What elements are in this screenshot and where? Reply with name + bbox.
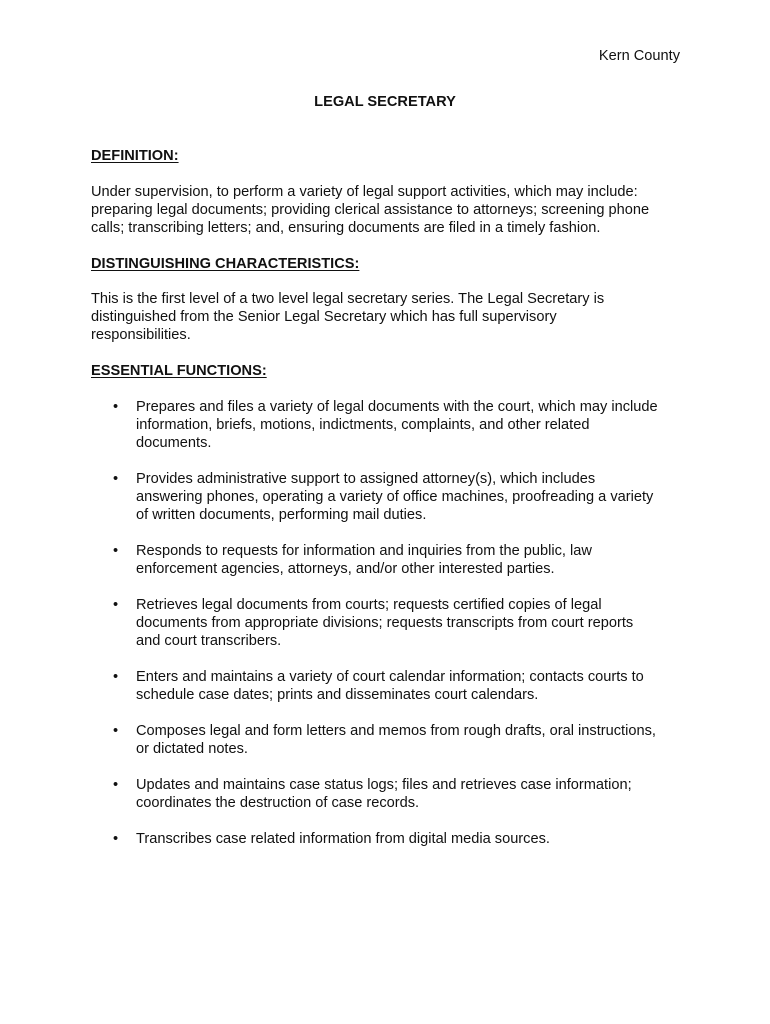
distinguishing-line: This is the first level of a two level legal secretary series. The Legal Secretary is (91, 291, 605, 307)
list-item-line: coordinates the destruction of case records. (136, 795, 420, 811)
list-item-line: documents from appropriate divisions; requests transcripts from court reports (136, 615, 634, 631)
list-item-line: Prepares and files a variety of legal documents with the court, which may include (136, 399, 658, 415)
essential-functions-heading: ESSENTIAL FUNCTIONS: (91, 363, 267, 379)
list-item-line: of written documents, performing mail duties. (136, 507, 427, 523)
essential-functions-list (91, 398, 691, 866)
list-item-line: information, briefs, motions, indictments, complaints, and other related (136, 417, 590, 433)
definition-heading: DEFINITION: (91, 148, 179, 164)
list-item (91, 542, 691, 578)
list-item (91, 596, 691, 650)
list-item (91, 668, 691, 704)
definition-line: preparing legal documents; providing clerical assistance to attorneys; screening phone (91, 202, 650, 218)
definition-paragraph (91, 183, 681, 237)
list-item-line: Provides administrative support to assigned attorney(s), which includes (136, 471, 596, 487)
list-item-line: enforcement agencies, attorneys, and/or other interested parties. (136, 561, 555, 577)
list-item (91, 470, 691, 524)
distinguishing-paragraph (91, 290, 681, 344)
bullet-icon: • (113, 831, 119, 847)
list-item-line: schedule case dates; prints and disseminates court calendars. (136, 687, 539, 703)
list-item-line: Transcribes case related information from digital media sources. (136, 831, 550, 847)
definition-line: Under supervision, to perform a variety of legal support activities, which may include: (91, 184, 638, 200)
list-item-line: Composes legal and form letters and memos from rough drafts, oral instructions, (136, 723, 656, 739)
list-item-line: answering phones, operating a variety of office machines, proofreading a variety (136, 489, 654, 505)
list-item (91, 830, 691, 848)
list-item-line: Retrieves legal documents from courts; requests certified copies of legal (136, 597, 602, 613)
bullet-icon: • (113, 543, 119, 559)
bullet-icon: • (113, 597, 119, 613)
list-item-line: documents. (136, 435, 212, 451)
bullet-icon: • (113, 669, 119, 685)
document-title: LEGAL SECRETARY (314, 94, 456, 110)
list-item (91, 722, 691, 758)
bullet-icon: • (113, 777, 119, 793)
list-item (91, 776, 691, 812)
distinguishing-line: distinguished from the Senior Legal Secretary which has full supervisory (91, 309, 557, 325)
list-item-line: Updates and maintains case status logs; files and retrieves case information; (136, 777, 632, 793)
list-item-line: Responds to requests for information and inquiries from the public, law (136, 543, 592, 559)
list-item-line: Enters and maintains a variety of court calendar information; contacts courts to (136, 669, 644, 685)
definition-line: calls; transcribing letters; and, ensuring documents are filed in a timely fashion. (91, 220, 601, 236)
bullet-icon: • (113, 399, 119, 415)
bullet-icon: • (113, 471, 119, 487)
county-name: Kern County (598, 48, 680, 64)
list-item-line: and court transcribers. (136, 633, 282, 649)
list-item (91, 398, 691, 452)
list-item-line: or dictated notes. (136, 741, 248, 757)
distinguishing-line: responsibilities. (91, 327, 191, 343)
bullet-icon: • (113, 723, 119, 739)
distinguishing-heading: DISTINGUISHING CHARACTERISTICS: (91, 256, 360, 272)
